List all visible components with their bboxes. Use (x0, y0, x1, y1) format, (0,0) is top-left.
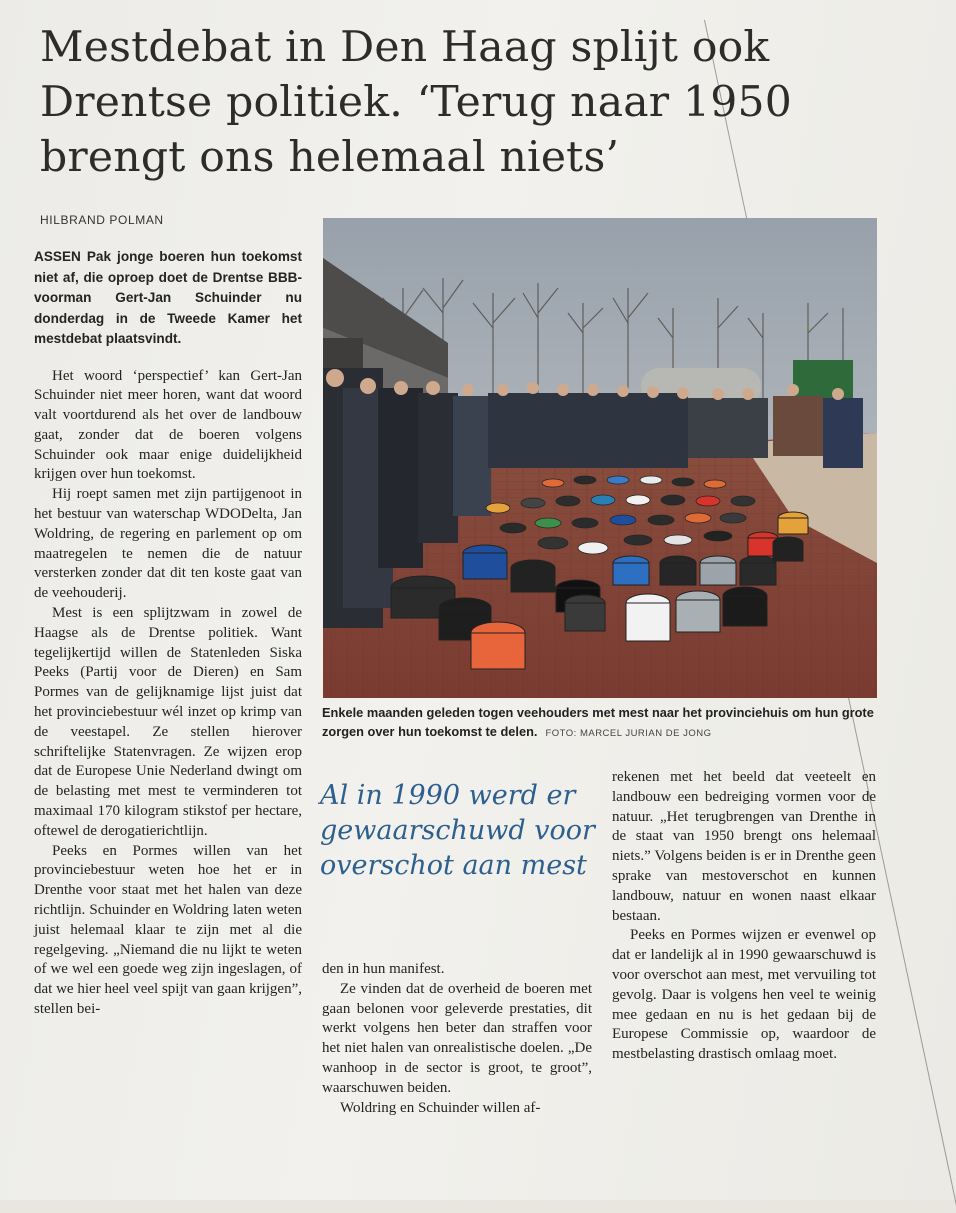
pull-quote: Al in 1990 werd er gewaarschuwd voor overschot aan mest (320, 780, 595, 881)
body-paragraph: Het woord ‘perspectief’ kan Gert-Jan Schuinder niet meer horen, want dat woord valt voortdurend als het over de landbouw gaat, zonder dat de boeren volgens Schuinder ook maar enige duidelijkheid krijgen over hun toekomst. (34, 367, 302, 483)
body-paragraph: den in hun manifest. (322, 961, 445, 977)
lead-text: Pak jonge boeren hun toekomst niet af, die oproep doet de Drentse BBB-voorman Gert-Jan Schuinder nu donderdag in de Tweede Kamer het mestdebat plaatsvindt. (34, 249, 302, 346)
photo-credit: FOTO: MARCEL JURIAN DE JONG (545, 728, 712, 739)
body-paragraph: Woldring en Schuinder willen af- (340, 1099, 541, 1116)
body-paragraph: Mest is een splijtzwam in zowel de Haagse als de Drentse politiek. Want tegelijkertijd willen de Statenleden Siska Peeks (Partij voor de Dieren) en Sam Pormes van de gelijknamige lijst juist dat het provinciebestuur wél inzet op krimp van de veestapel. Ze stellen hierover schriftelijke Statenvragen. Ze wijzen erop dat de Europese Unie Nederland dwingt om de belasting met mest te verminderen tot maximaal 170 kilogram stikstof per hectare, oftewel de derogatierichtlijn. (34, 605, 302, 839)
caption-text: Enkele maanden geleden togen veehouders met mest naar het provinciehuis om hun grote zorgen over hun toekomst te delen. (322, 705, 874, 739)
lead-paragraph (34, 247, 302, 350)
headline-line: Drentse politiek. ‘Terug naar 1950 (40, 78, 792, 127)
byline: HILBRAND POLMAN (40, 213, 164, 227)
farmers-with-manure-buckets-photo (323, 218, 877, 698)
article-column-1 (34, 247, 302, 1020)
body-paragraph: Peeks en Pormes wijzen er evenwel op dat er landelijk al in 1990 gewaarschuwd is voor overschot aan mest, met vervuiling tot gevolg. Daar is volgens hen veel te weinig mee gedaan en nu is het gedaan bij de Europese Commissie op, waardoor de mestbelasting drastisch omlaag moet. (612, 927, 876, 1063)
photo-caption (322, 703, 892, 743)
article-column-2 (322, 960, 592, 1118)
dateline: ASSEN (34, 249, 81, 264)
news-photo (323, 218, 877, 698)
headline-line: Mestdebat in Den Haag splijt ook (40, 23, 770, 72)
body-paragraph: Hij roept samen met zijn partijgenoot in het bestuur van waterschap WDODelta, Jan Woldring, de regering en parlement op om maatregelen te nemen die de natuur versterken zonder dat dit ten koste gaat van de veehouderij. (34, 486, 302, 602)
headline (40, 20, 900, 185)
article-column-3 (612, 768, 876, 1065)
headline-line: brengt ons helemaal niets’ (40, 133, 620, 182)
body-paragraph: Ze vinden dat de overheid de boeren met gaan belonen voor geleverde prestaties, dit werkt volgens hen beter dan straffen voor het niet halen van onrealistische doelen. „De wanhoop in de sector is groot, te groot”, waarschuwen beiden. (322, 980, 592, 1096)
body-paragraph: Peeks en Pormes willen van het provinciebestuur weten hoe het er in Drenthe voor staat met het halen van deze richtlijn. Schuinder en Woldring laten weten juist helemaal klaar te zijn met al die regelgeving. „Niemand die nu lijkt te weten of we wel een goede weg zijn ingeslagen, of dat we hier heel veel spijt van gaan krijgen”, stellen bei- (34, 842, 302, 1017)
body-paragraph: rekenen met het beeld dat veeteelt en landbouw een bedreiging vormen voor de natuur. „Het terugbrengen van Drenthe in de staat van 1950 brengt ons helemaal niets.” Volgens beiden is er in Drenthe geen sprake van mestoverschot en kunnen landbouw, natuur en wonen naast elkaar bestaan. (612, 769, 876, 924)
